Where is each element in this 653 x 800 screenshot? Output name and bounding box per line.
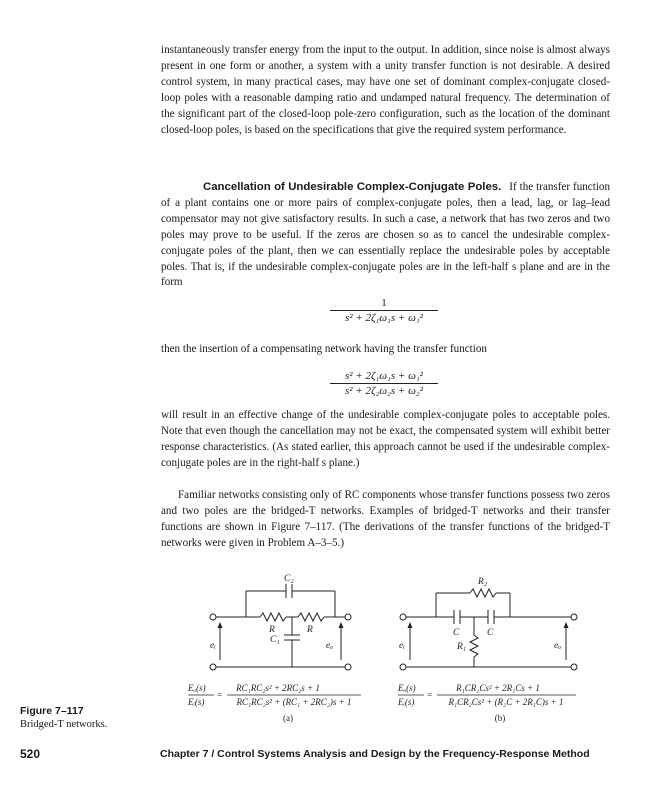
label-ei-b: eᵢ	[399, 641, 405, 651]
section-heading: Cancellation of Undesirable Complex-Conjugate Poles.	[203, 181, 502, 193]
svg-text:=: =	[427, 690, 433, 700]
figure-b-label: (b)	[494, 713, 506, 723]
tf-a-num: RC₁RC₂s² + 2RC₂s + 1	[236, 683, 320, 693]
chapter-title: Chapter 7 / Control Systems Analysis and Design by the Frequency-Response Method	[160, 748, 590, 760]
tf-a-lhs-den: Eᵢ(s)	[188, 697, 205, 707]
label-eo-b: eₒ	[554, 641, 561, 651]
tf-a-lhs-num: Eₒ(s)	[188, 683, 206, 693]
label-r2: R₂	[478, 577, 488, 587]
paragraph-2	[161, 180, 610, 291]
figure-caption-title: Figure 7–117	[20, 705, 84, 717]
label-c-left: C	[453, 628, 460, 638]
resistor-r1	[470, 635, 478, 657]
tf-b-num: R₁CR₂Cs² + 2R₁Cs + 1	[456, 683, 540, 693]
tf-b-den: R₁CR₂Cs² + (R₂C + 2R₁C)s + 1	[448, 697, 564, 707]
label-c2: C₂	[284, 574, 294, 584]
paragraph-2-body: If the transfer function of a plant contains one or more pairs of complex-conjugate poles, then a lead, lag, or lag–lead compensator may not give satisfactory results. In such a case, a network that has two zeros and two poles may prove to be useful. If the zeros are chosen so as to cancel the undesirable complex-conjugate poles of the plant, then we can essentially replace the undesirable poles by acceptable poles. That is, if the undesirable complex-conjugate poles are in the left-half s plane and are in the form	[161, 181, 610, 289]
label-c1: C₁	[270, 635, 280, 645]
equation-undesirable-poles	[330, 296, 438, 325]
label-c-right: C	[487, 628, 494, 638]
equation-1-numerator: 1	[330, 296, 438, 311]
resistor-r-right	[298, 613, 324, 621]
figure-caption-text: Bridged-T networks.	[20, 719, 108, 730]
resistor-r-left	[260, 613, 286, 621]
equation-1-denominator: s² + 2ζ₁ω₁s + ω₁²	[345, 312, 423, 324]
figure-caption	[20, 705, 107, 731]
label-r-right: R	[307, 625, 313, 635]
figure-a-label: (a)	[283, 713, 293, 723]
page-number: 520	[20, 747, 41, 761]
label-r1: R₁	[457, 642, 467, 652]
label-ei-a: eᵢ	[210, 641, 216, 651]
svg-text:=: =	[217, 690, 223, 700]
tf-b-lhs-num: Eₒ(s)	[398, 683, 416, 693]
resistor-r2	[470, 589, 496, 597]
label-r-left: R	[269, 625, 275, 635]
circuit-a	[210, 584, 351, 670]
label-eo-a: eₒ	[326, 641, 333, 651]
paragraph-1: instantaneously transfer energy from the input to the output. In addition, since noise is almost always present in one form or another, a system with a unity transfer function is not desirable. A desired control system, in many practical cases, may have one set of dominant complex-conjugate closed-loop poles with a reasonable damping ratio and undamped natural frequency. The determination of the significant part of the closed-loop pole-zero configuration, such as the location of the dominant closed-loop poles, is based on the specifications that give the required system performance.	[161, 44, 610, 136]
equation-2-denominator: s² + 2ζ₂ω₂s + ω₂²	[345, 385, 423, 397]
equation-2-numerator: s² + 2ζ₁ω₁s + ω₁²	[330, 369, 438, 384]
bridged-t-figure	[188, 573, 588, 725]
equation-compensator-tf	[330, 369, 438, 398]
paragraph-5: Familiar networks consisting only of RC components whose transfer functions possess two zeros and two poles are the bridged-T networks. Examples of bridged-T networks and their transfer functions are shown in Figure 7–117. (The derivations of the transfer functions of the bridged-T networks were given in Problem A–3–5.)	[161, 489, 610, 549]
paragraph-3: then the insertion of a compensating network having the transfer function	[161, 343, 487, 355]
paragraph-4: will result in an effective change of the undesirable complex-conjugate poles to acceptable poles. Note that even though the cancellation may not be exact, the compensated system will exhibit better response characteristics. (As stated earlier, this approach cannot be used if the undesirable complex-conjugate poles are in the right-half s plane.)	[161, 409, 610, 469]
tf-a-den: RC₁RC₂s² + (RC₁ + 2RC₂)s + 1	[236, 697, 352, 707]
tf-b-lhs-den: Eᵢ(s)	[398, 697, 415, 707]
